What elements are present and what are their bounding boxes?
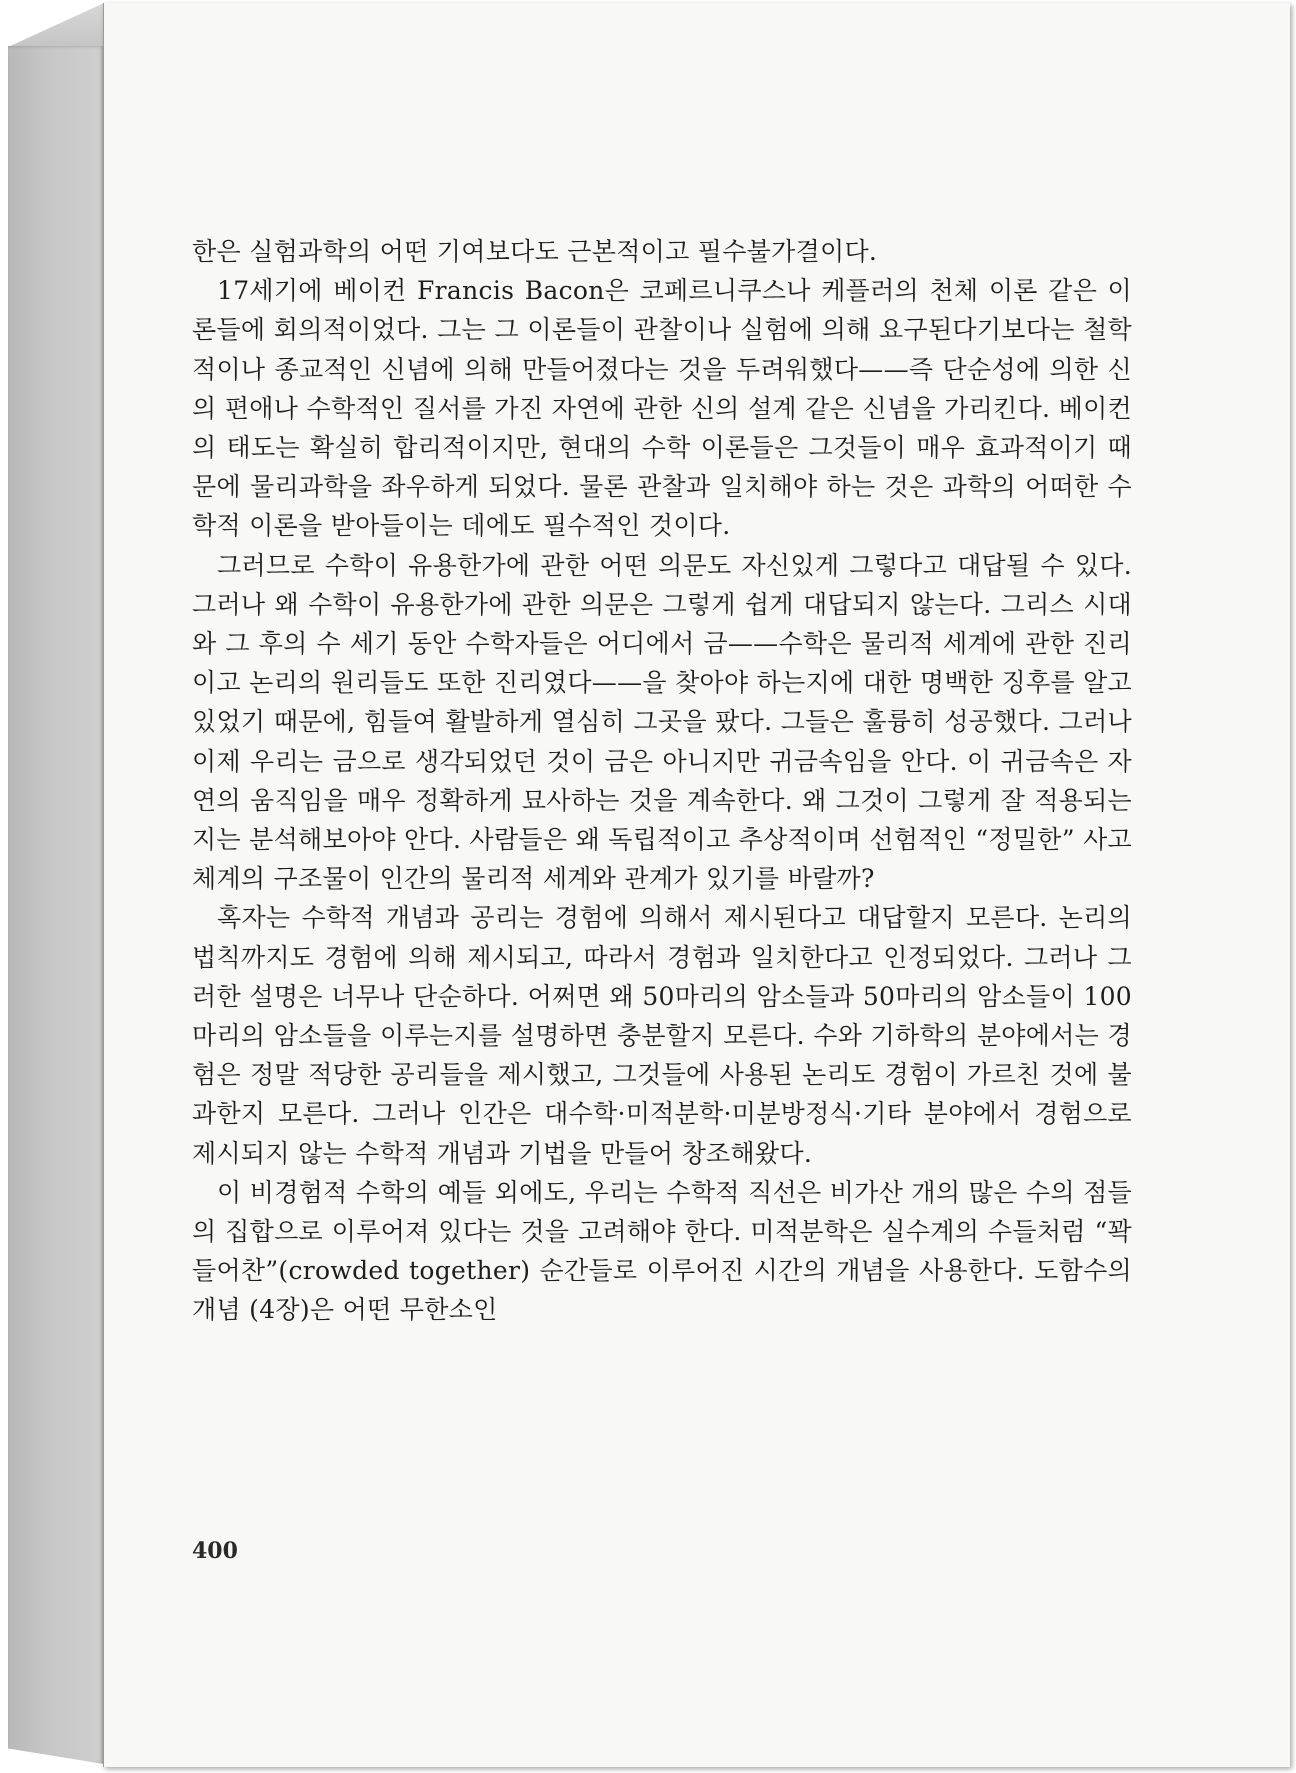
page-number: 400	[192, 1538, 238, 1564]
book-spine	[8, 46, 104, 1764]
paragraph-4: 혹자는 수학적 개념과 공리는 경험에 의해서 제시된다고 대답할지 모른다. 논리의 법칙까지도 경험에 의해 제시되고, 따라서 경험과 일치한다고 인정되었다. 그러나 그러한 설명은 너무나 단순하다. 어쩌면 왜 50마리의 암소들과 50마리의 암소들이 100마리의 암소들을 이루는지를 설명하면 충분할지 모른다. 수와 기하학의 분야에서는 경험은 정말 적당한 공리들을 제시했고, 그것들에 사용된 논리도 경험이 가르친 것에 불과한지 모른다. 그러나 인간은 대수학·미적분학·미분방정식·기타 분야에서 경험으로 제시되지 않는 수학적 개념과 기법을 만들어 창조해왔다.	[192, 903, 1132, 1168]
book-spine-top	[8, 3, 104, 53]
page-body-text	[192, 232, 1132, 1330]
paragraph-3: 그러므로 수학이 유용한가에 관한 어떤 의문도 자신있게 그렇다고 대답될 수 있다. 그러나 왜 수학이 유용한가에 관한 의문은 그렇게 쉽게 대답되지 않는다. 그리스 시대와 그 후의 수 세기 동안 수학자들은 어디에서 금——수학은 물리적 세계에 관한 진리이고 논리의 원리들도 또한 진리였다——을 찾아야 하는지에 대한 명백한 징후를 알고 있었기 때문에, 힘들여 활발하게 열심히 그곳을 팠다. 그들은 훌륭히 성공했다. 그러나 이제 우리는 금으로 생각되었던 것이 금은 아니지만 귀금속임을 안다. 이 귀금속은 자연의 움직임을 매우 정확하게 묘사하는 것을 계속한다. 왜 그것이 그렇게 잘 적용되는지는 분석해보아야 안다. 사람들은 왜 독립적이고 추상적이며 선험적인 “정밀한” 사고 체계의 구조물이 인간의 물리적 세계와 관계가 있기를 바랄까?	[192, 550, 1132, 894]
paragraph-5: 이 비경험적 수학의 예들 외에도, 우리는 수학적 직선은 비가산 개의 많은 수의 점들의 집합으로 이루어져 있다는 것을 고려해야 한다. 미적분학은 실수계의 수들처럼 “꽉 들어찬”(crowded together) 순간들로 이루어진 시간의 개념을 사용한다. 도함수의 개념 (4장)은 어떤 무한소인	[192, 1177, 1132, 1325]
paragraph-2: 17세기에 베이컨 Francis Bacon은 코페르니쿠스나 케플러의 천체 이론 같은 이론들에 회의적이었다. 그는 그 이론들이 관찰이나 실험에 의해 요구된다기보다는 철학적이나 종교적인 신념에 의해 만들어졌다는 것을 두려워했다——즉 단순성에 의한 신의 편애나 수학적인 질서를 가진 자연에 관한 신의 설계 같은 신념을 가리킨다. 베이컨의 태도는 확실히 합리적이지만, 현대의 수학 이론들은 그것들이 매우 효과적이기 때문에 물리과학을 좌우하게 되었다. 물론 관찰과 일치해야 하는 것은 과학의 어떠한 수학적 이론을 받아들이는 데에도 필수적인 것이다.	[192, 276, 1132, 541]
paragraph-1: 한은 실험과학의 어떤 기여보다도 근본적이고 필수불가결이다.	[192, 237, 878, 266]
